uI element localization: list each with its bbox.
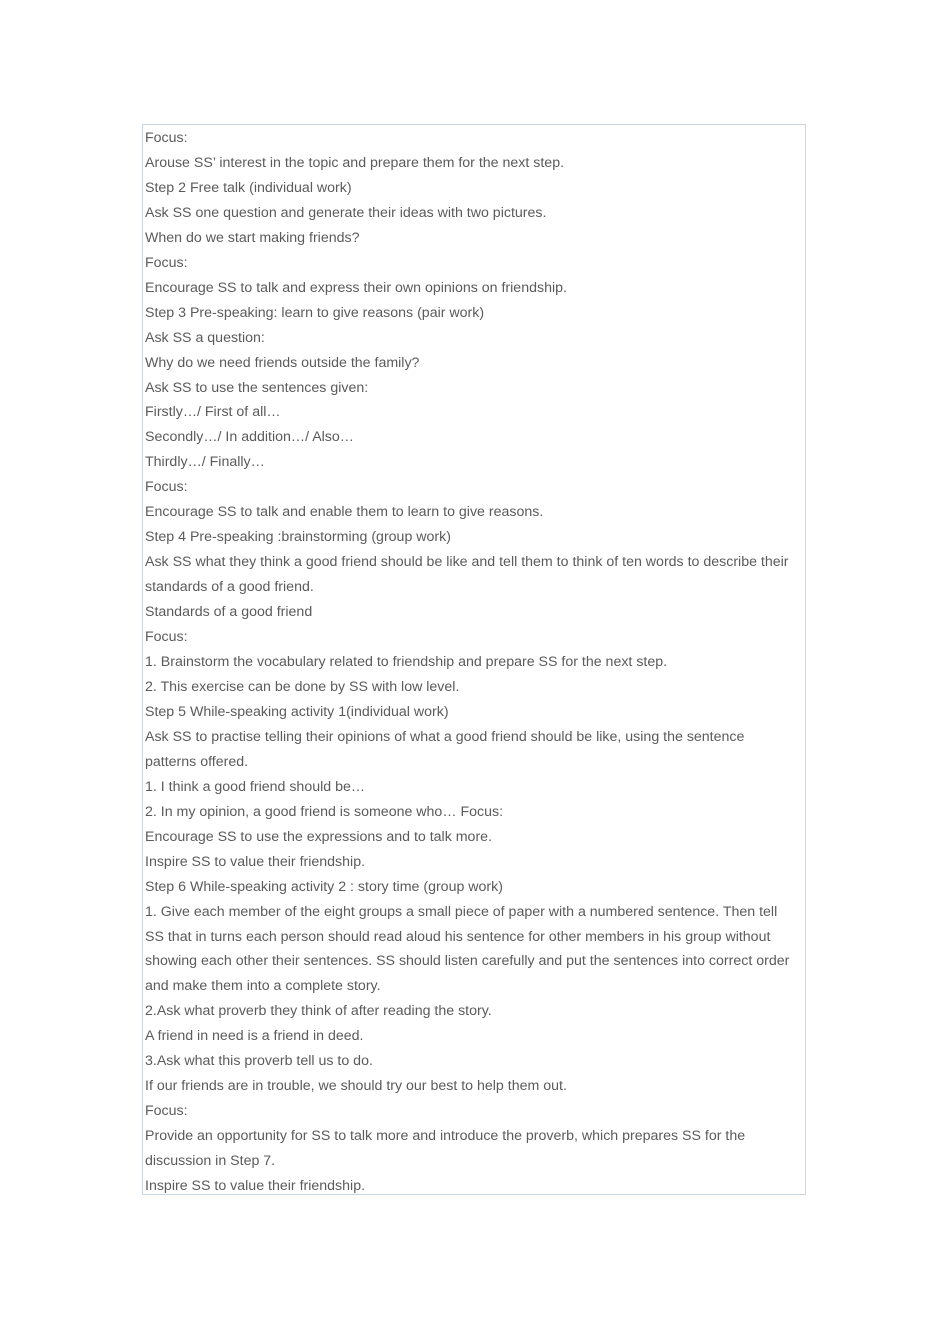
text-line: Encourage SS to talk and enable them to learn to give reasons. <box>145 504 544 521</box>
text-line: Ask SS to use the sentences given: <box>145 379 369 396</box>
text-line: Encourage SS to use the expressions and to talk more. <box>145 828 493 845</box>
text-line: discussion in Step 7. <box>145 1153 276 1170</box>
text-line: Provide an opportunity for SS to talk more and introduce the proverb, which prepares SS for the <box>145 1128 746 1145</box>
text-line: standards of a good friend. <box>145 579 314 596</box>
text-line: Step 2 Free talk (individual work) <box>145 179 352 196</box>
text-line: Thirdly…/ Finally… <box>145 454 265 471</box>
text-line: Inspire SS to value their friendship. <box>145 853 366 870</box>
text-line: Focus: <box>145 479 188 496</box>
text-line: Step 6 While-speaking activity 2 : story time (group work) <box>145 878 503 895</box>
text-line: 2.Ask what proverb they think of after reading the story. <box>145 1003 492 1020</box>
text-line: Secondly…/ In addition…/ Also… <box>145 429 354 446</box>
text-line: Why do we need friends outside the family? <box>145 354 420 371</box>
text-line: patterns offered. <box>145 753 249 770</box>
text-line: If our friends are in trouble, we should try our best to help them out. <box>145 1078 567 1095</box>
text-line: Step 4 Pre-speaking :brainstorming (group work) <box>145 529 451 546</box>
text-line: Step 3 Pre-speaking: learn to give reasons (pair work) <box>145 304 485 321</box>
text-line: Focus: <box>145 629 188 646</box>
text-line: Ask SS a question: <box>145 329 265 346</box>
text-line: Standards of a good friend <box>145 604 313 621</box>
text-line: Focus: <box>145 254 188 271</box>
text-line: A friend in need is a friend in deed. <box>145 1028 364 1045</box>
text-line: 3.Ask what this proverb tell us to do. <box>145 1053 373 1070</box>
text-line: Focus: <box>145 1103 188 1120</box>
text-line: Encourage SS to talk and express their own opinions on friendship. <box>145 279 567 296</box>
text-line: Ask SS to practise telling their opinions of what a good friend should be like, using the sentence <box>145 728 745 745</box>
text-line: Step 5 While-speaking activity 1(individual work) <box>145 703 449 720</box>
text-line: 1. Give each member of the eight groups a small piece of paper with a numbered sentence. Then tell <box>145 903 778 920</box>
lesson-plan-text-box <box>142 124 806 1195</box>
text-line: 2. In my opinion, a good friend is someone who… Focus: <box>145 803 504 820</box>
text-line: SS that in turns each person should read aloud his sentence for other members in his group without <box>145 928 771 945</box>
text-line: Ask SS what they think a good friend should be like and tell them to think of ten words to describe their <box>145 554 789 571</box>
text-line: Inspire SS to value their friendship. <box>145 1178 366 1195</box>
text-line: showing each other their sentences. SS should listen carefully and put the sentences into correct order <box>145 953 790 970</box>
text-line: Focus: <box>145 130 188 146</box>
text-line: Arouse SS’ interest in the topic and prepare them for the next step. <box>145 154 565 171</box>
text-line: Ask SS one question and generate their ideas with two pictures. <box>145 204 547 221</box>
text-line: 2. This exercise can be done by SS with low level. <box>145 678 460 695</box>
text-line: and make them into a complete story. <box>145 978 381 995</box>
text-line: 1. Brainstorm the vocabulary related to friendship and prepare SS for the next step. <box>145 654 668 671</box>
text-line: When do we start making friends? <box>145 229 360 246</box>
text-line: Firstly…/ First of all… <box>145 404 281 421</box>
text-line: 1. I think a good friend should be… <box>145 778 366 795</box>
